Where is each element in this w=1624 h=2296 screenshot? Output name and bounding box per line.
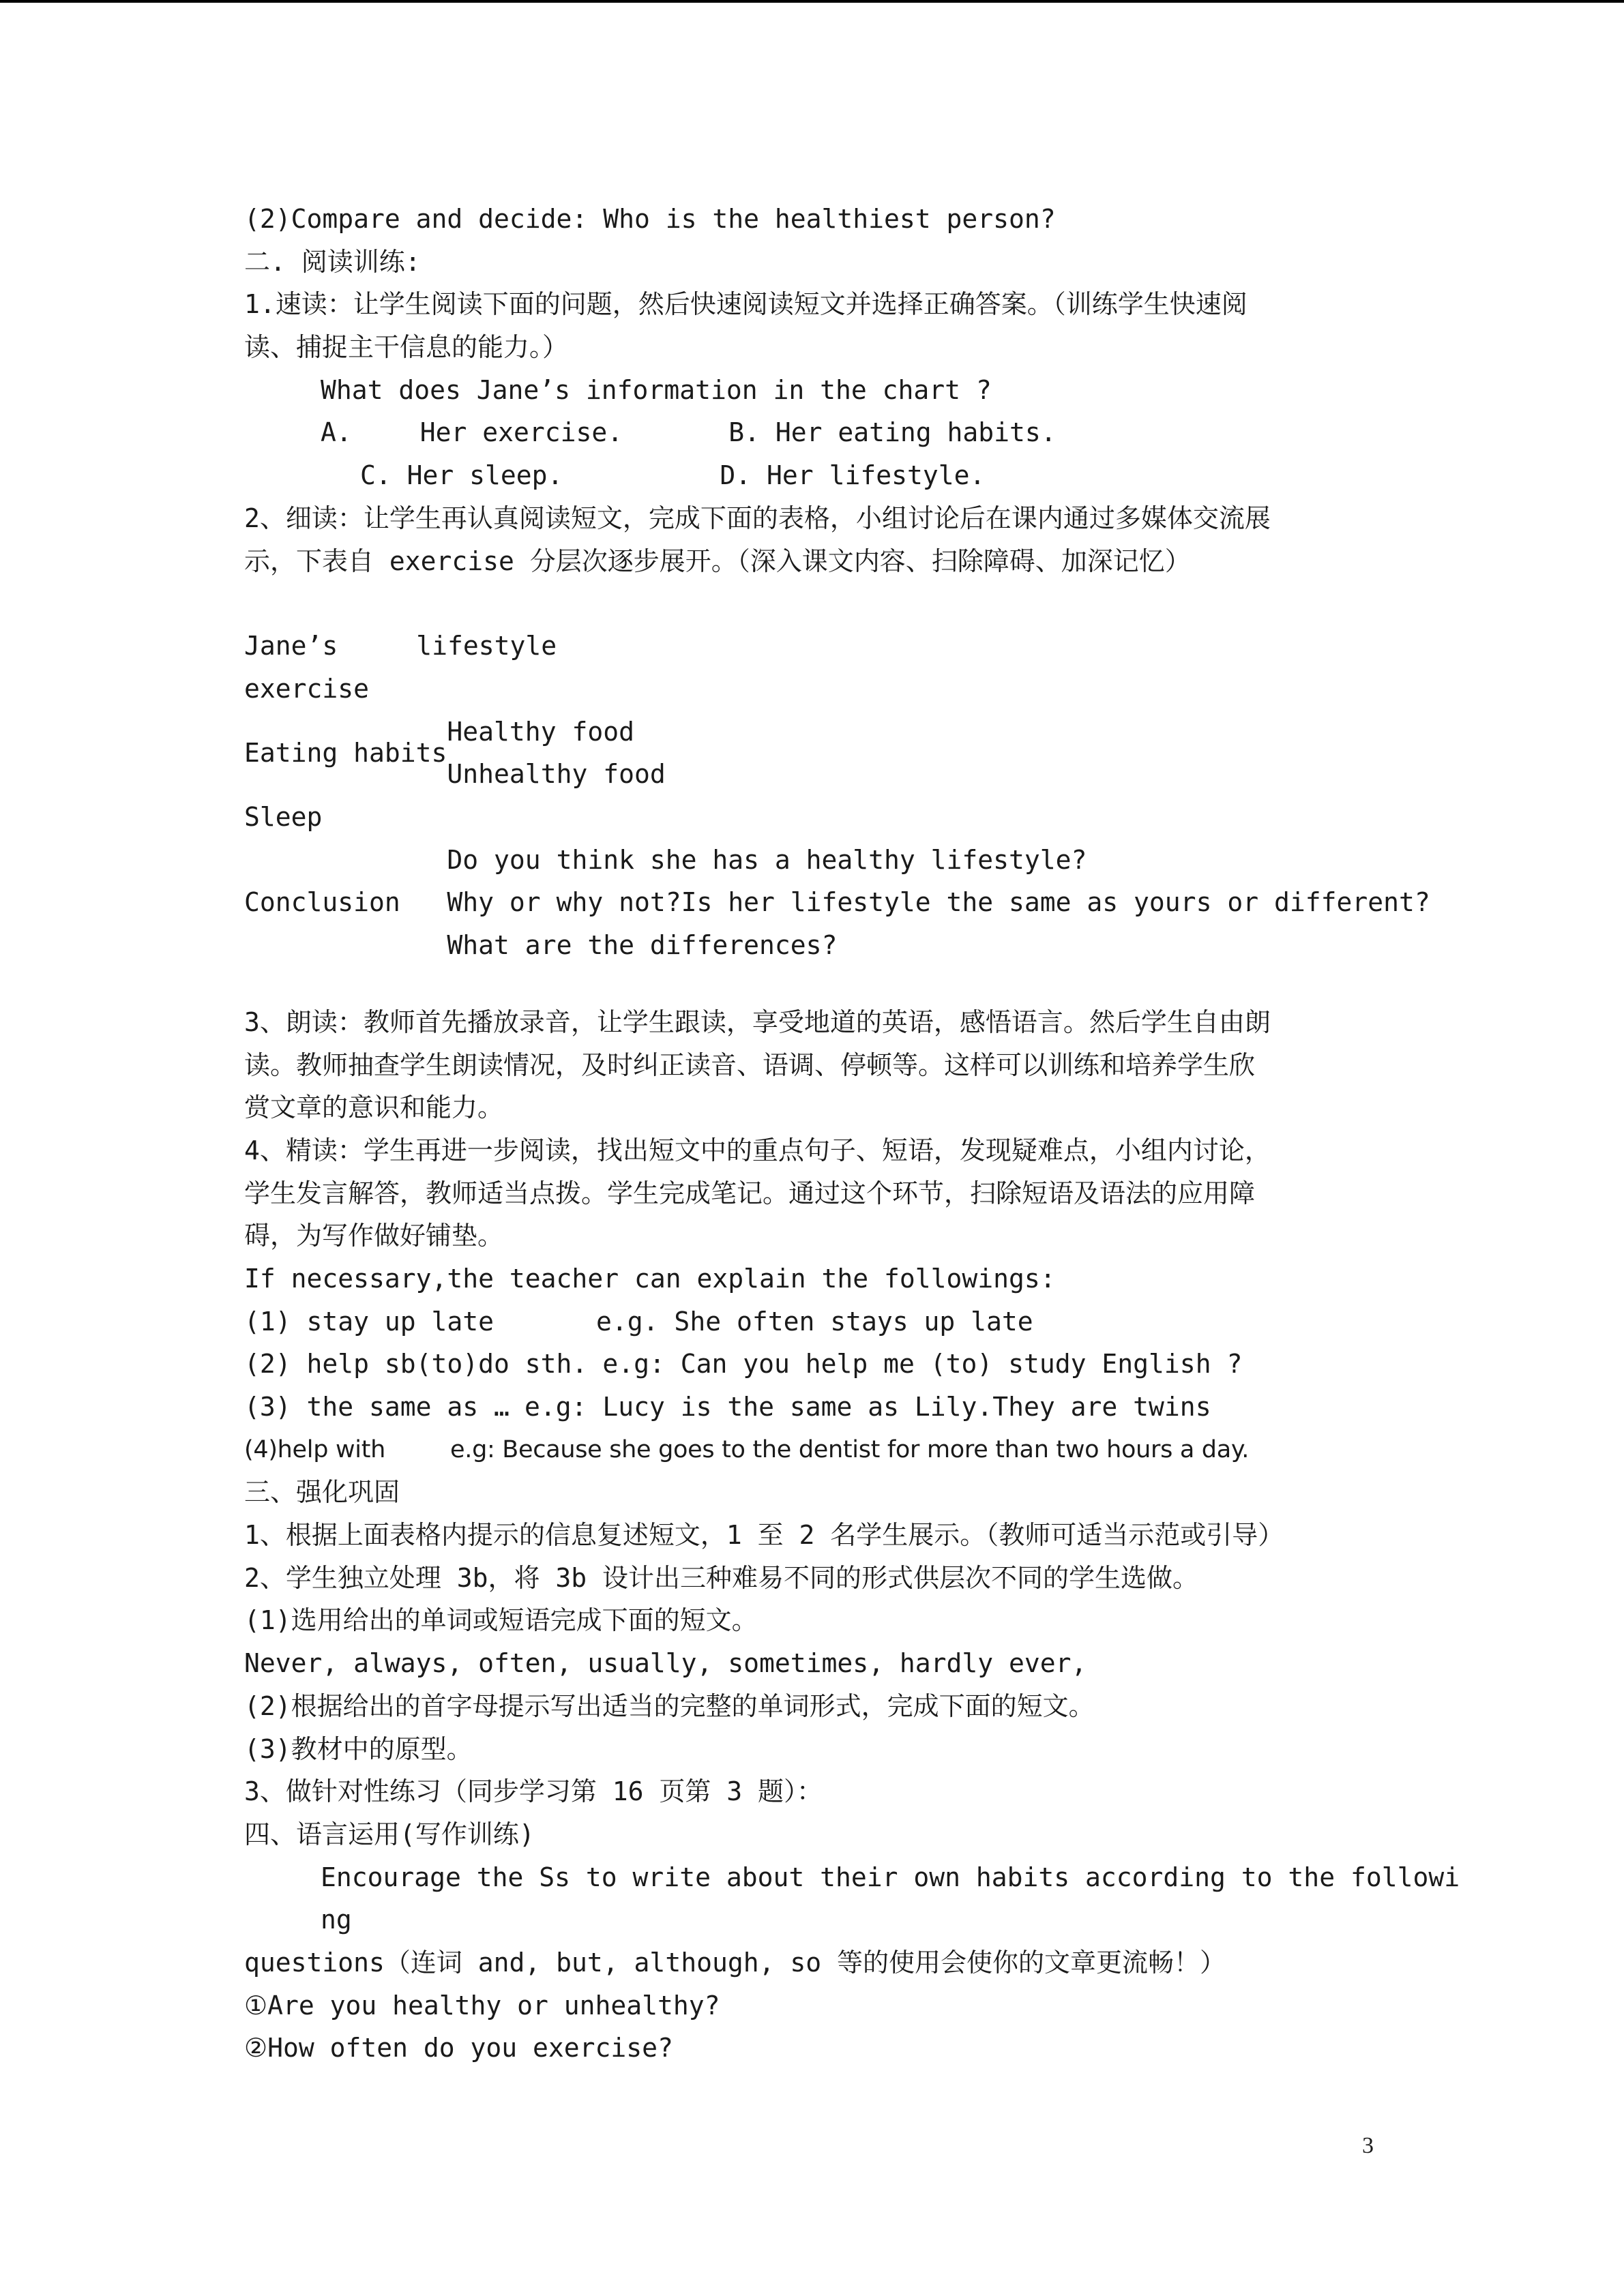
chart-row-header (244, 625, 1430, 668)
text-line: 学生发言解答，教师适当点拨。学生完成笔记。通过这个环节，扫除短语及语法的应用障 (244, 1178, 1256, 1208)
chart-row-sleep (244, 796, 1430, 839)
page-number: 3 (1362, 2133, 1374, 2158)
chart-cell-food (447, 711, 1430, 796)
option-c: C. Her sleep. (360, 460, 563, 491)
chart-healthy-food: Healthy food (447, 716, 634, 747)
text-line: 1、根据上面表格内提示的信息复述短文，1 至 2 名学生展示。（教师可适当示范或引导） (244, 1520, 1284, 1551)
text-line: (1)选用给出的单词或短语完成下面的短文。 (244, 1605, 758, 1636)
writing-question-2: ②How often do you exercise? (244, 2033, 673, 2063)
reading-question: What does Jane’s information in the chart ? (321, 374, 992, 405)
chart-row-eating (244, 711, 1430, 796)
text-line: 4、精读：学生再进一步阅读，找出短文中的重点句子、短语，发现疑难点，小组内讨论， (244, 1135, 1271, 1165)
writing-prompt-questions: questions（连词 and, but, although, so 等的使用会使你的文章更流畅！） (244, 1947, 1226, 1978)
option-d: D. Her lifestyle. (720, 460, 986, 491)
phrase: (2) help sb(to)do sth. (244, 1349, 588, 1380)
phrase-example: e.g: Because she goes to the dentist for more than two hours a day. (450, 1435, 1250, 1463)
options-row-2 (244, 454, 1380, 497)
option-a-text: Her exercise. (419, 417, 623, 448)
page-top-border (0, 0, 1624, 3)
writing-prompt-wrap: ng (321, 1905, 352, 1935)
text-line: (2)根据给出的首字母提示写出适当的完整的单词形式，完成下面的短文。 (244, 1690, 1095, 1721)
text-line: 2、学生独立处理 3b，将 3b 设计出三种难易不同的形式供层次不同的学生选做。 (244, 1562, 1199, 1593)
phrase-line (244, 1386, 1380, 1429)
chart-header-lifestyle: lifestyle (416, 631, 557, 661)
text-line: 赏文章的意识和能力。 (244, 1092, 504, 1123)
chart-cell-sleep: Sleep (244, 802, 323, 832)
text-line: (2)Compare and decide: Who is the healthiest person? (244, 204, 1056, 234)
phrase-line (244, 1300, 1380, 1343)
writing-question-1: ①Are you healthy or unhealthy? (244, 1990, 720, 2021)
text-line: 3、做针对性练习（同步学习第 16 页第 3 题）： (244, 1776, 823, 1807)
chart-cell-exercise: exercise (244, 673, 370, 704)
phrase: (1) stay up late (244, 1306, 494, 1337)
text-line: 读。教师抽查学生朗读情况，及时纠正读音、语调、停顿等。这样可以训练和培养学生欣 (244, 1049, 1256, 1080)
word-list: Never, always, often, usually, sometimes, hardly ever, (244, 1648, 1087, 1679)
lifestyle-chart (244, 625, 1430, 967)
text-line: 读、捕捉主干信息的能力。） (244, 332, 569, 363)
option-a-label: A. (321, 417, 352, 448)
text-line: (3)教材中的原型。 (244, 1733, 473, 1764)
section-heading: 四、语言运用(写作训练) (244, 1819, 535, 1849)
option-b: B. Her eating habits. (728, 417, 1057, 448)
text-line: 1.速读：让学生阅读下面的问题，然后快速阅读短文并选择正确答案。（训练学生快速阅 (244, 289, 1247, 320)
chart-unhealthy-food: Unhealthy food (447, 759, 666, 790)
section-heading: 二. 阅读训练: (244, 246, 421, 277)
conclusion-question-2: Why or why not?Is her lifestyle the same as yours or different? (447, 887, 1430, 918)
writing-prompt: Encourage the Ss to write about their own habits according to the followi (321, 1862, 1460, 1892)
chart-row-exercise (244, 668, 1430, 711)
chart-header-left (244, 625, 1430, 668)
chart-header-name: Jane’s (244, 631, 338, 661)
conclusion-question-3: What are the differences? (447, 930, 838, 961)
chart-cell-empty (447, 668, 1430, 711)
chart-cell-conclusion: Conclusion (244, 887, 400, 918)
phrase-example: e.g: Can you help me (to) study English ? (602, 1349, 1243, 1380)
phrase-line (244, 1343, 1380, 1386)
text-line: 2、细读：让学生再认真阅读短文，完成下面的表格，小组讨论后在课内通过多媒体交流展 (244, 503, 1271, 533)
options-row-1 (244, 411, 1380, 454)
chart-row-conclusion (244, 839, 1430, 967)
section-heading: 三、强化巩固 (244, 1477, 400, 1508)
text-line: 碍，为写作做好铺垫。 (244, 1221, 504, 1251)
text-line: 示，下表自 exercise 分层次逐步展开。（深入课文内容、扫除障碍、加深记忆） (244, 546, 1191, 576)
conclusion-question-1: Do you think she has a healthy lifestyle? (447, 844, 1087, 875)
document-body (244, 198, 1460, 2070)
text-line: If necessary,the teacher can explain the followings: (244, 1263, 1056, 1294)
phrase-line (244, 1429, 1380, 1472)
phrase-example: e.g: Lucy is the same as Lily.They are twins (524, 1392, 1211, 1422)
chart-cell-conclusion-questions (447, 839, 1430, 967)
phrase-example: e.g. She often stays up late (596, 1306, 1033, 1337)
chart-cell-empty (447, 796, 1430, 839)
text-line: 3、朗读：教师首先播放录音，让学生跟读，享受地道的英语，感悟语言。然后学生自由朗 (244, 1007, 1271, 1037)
phrase: (4)help with (244, 1435, 386, 1463)
chart-cell-eating-habits: Eating habits (244, 737, 447, 768)
phrase: (3) the same as … (244, 1392, 510, 1422)
